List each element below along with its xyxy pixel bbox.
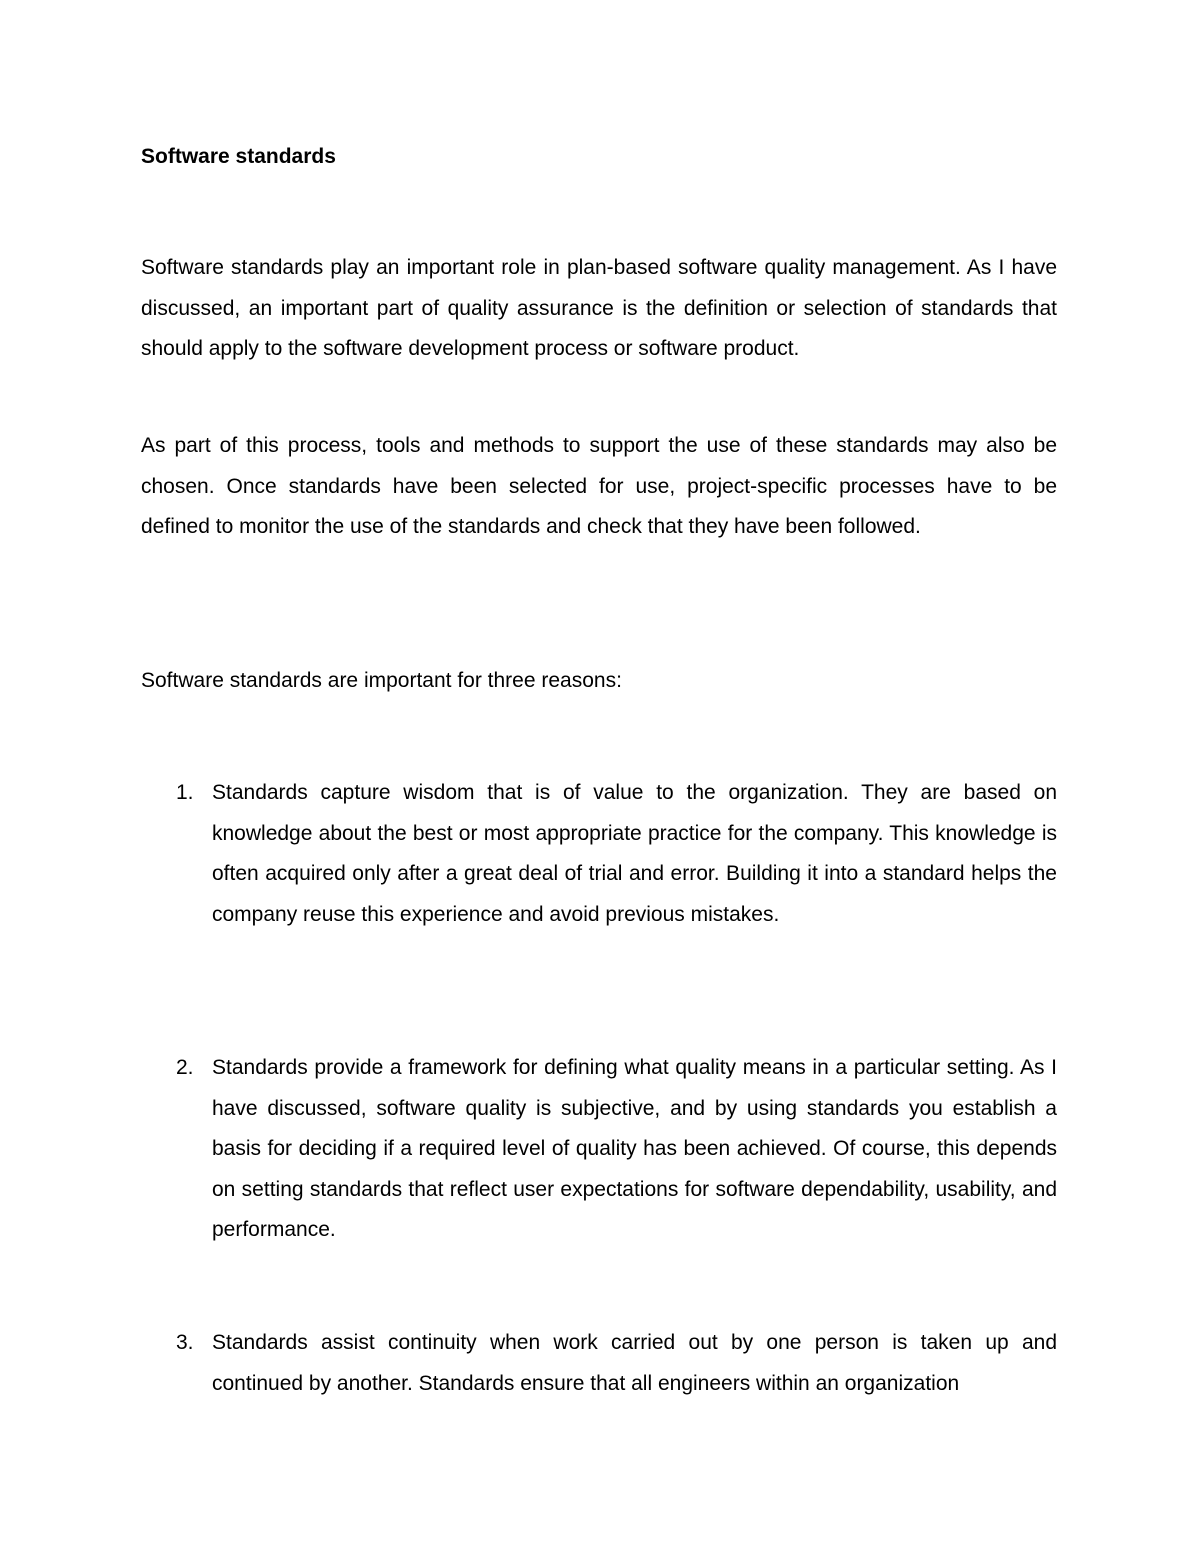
paragraph-reasons-lead: Software standards are important for three reasons:: [141, 669, 622, 692]
list-item: [141, 1323, 1057, 1404]
list-item-text: Standards capture wisdom that is of value to the organization. They are based on knowledge about the best or most appropriate practice for the company. This knowledge is often acquired only after a great deal of trial and error. Building it into a standard helps the company reuse this experience and avoid previous mistakes.: [212, 781, 1057, 926]
list-item-text: Standards provide a framework for defining what quality means in a particular setting. As I have discussed, software quality is subjective, and by using standards you establish a basis for deciding if a required level of quality has been achieved. Of course, this depends on setting standards that reflect user expectations for software dependability, usability, and performance.: [212, 1056, 1057, 1241]
list-number: 3.: [176, 1331, 194, 1354]
paragraph-intro: Software standards play an important role in plan-based software quality management. As I have discussed, an important part of quality assurance is the definition or selection of standards that should apply to the software development process or software product.: [141, 256, 1057, 360]
list-item: [141, 1048, 1057, 1251]
list-item: [141, 773, 1057, 935]
list-item-text: Standards assist continuity when work carried out by one person is taken up and continued by another. Standards ensure that all engineers within an organization: [212, 1331, 1057, 1395]
page-title: Software standards: [141, 145, 336, 168]
list-number: 1.: [176, 781, 194, 804]
paragraph-process: As part of this process, tools and methods to support the use of these standards may also be chosen. Once standards have been selected for use, project-specific processes have to be defined to monitor the use of the standards and check that they have been followed.: [141, 434, 1057, 538]
list-number: 2.: [176, 1056, 194, 1079]
